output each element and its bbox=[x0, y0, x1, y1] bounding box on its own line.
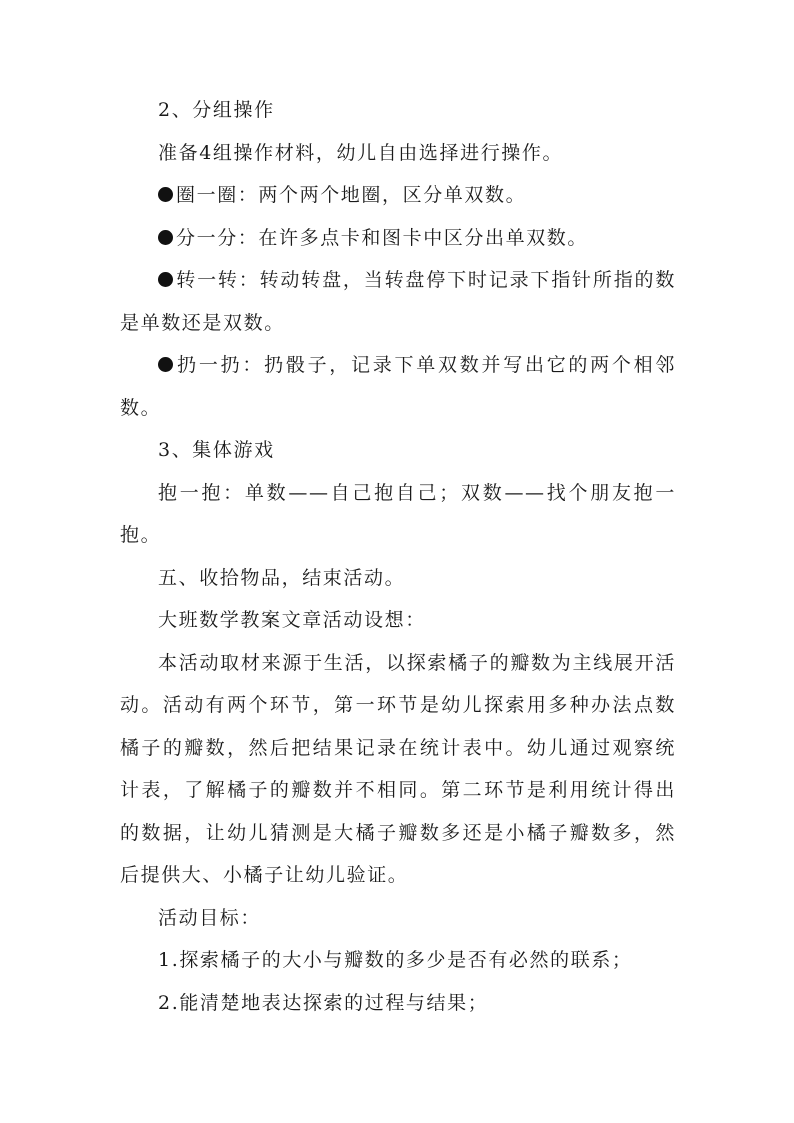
bullet-dot-icon bbox=[158, 272, 173, 287]
bullet-item-throw: 扔一扔：扔骰子，记录下单双数并写出它的两个相邻数。 bbox=[120, 354, 676, 419]
bullet-dot-icon bbox=[158, 357, 173, 372]
paragraph-end-activity: 五、收拾物品，结束活动。 bbox=[158, 566, 406, 589]
goal-item-2: 2.能清楚地表达探索的过程与结果； bbox=[158, 991, 489, 1014]
bullet-item-spin: 转一转：转动转盘，当转盘停下时记录下指针所指的数是单数还是双数。 bbox=[120, 269, 676, 334]
bullet-item-sort: 分一分：在许多点卡和图卡中区分出单双数。 bbox=[120, 217, 676, 260]
section-heading-group-game: 3、集体游戏 bbox=[158, 439, 275, 461]
section-heading-group-operation: 2、分组操作 bbox=[158, 99, 275, 121]
paragraph-materials: 准备4组操作材料，幼儿自由选择进行操作。 bbox=[158, 141, 564, 164]
paragraph-goals-heading: 活动目标： bbox=[158, 906, 262, 929]
bullet-item-circle: 圈一圈：两个两个地圈，区分单双数。 bbox=[120, 174, 676, 217]
bullet-dot-icon bbox=[158, 230, 173, 245]
goal-item-1: 1.探索橘子的大小与瓣数的多少是否有必然的联系； bbox=[158, 949, 633, 971]
paragraph-activity-idea: 本活动取材来源于生活，以探索橘子的瓣数为主线展开活动。活动有两个环节，第一环节是幼儿探索用多种办法点数橘子的瓣数，然后把结果记录在统计表中。幼儿通过观察统计表，了解橘子的瓣数并不相同。第二环节是利用统计得出的数据，让幼儿猜测是大橘子瓣数多还是小橘子瓣数多，然后提供大、小橘子让幼儿验证。 bbox=[120, 651, 676, 886]
paragraph-activity-idea-heading: 大班数学教案文章活动设想： bbox=[158, 609, 426, 631]
bullet-dot-icon bbox=[158, 187, 173, 202]
document-body bbox=[120, 89, 676, 1024]
paragraph-hug-game: 抱一抱：单数——自己抱自己；双数——找个朋友抱一抱。 bbox=[120, 481, 676, 546]
